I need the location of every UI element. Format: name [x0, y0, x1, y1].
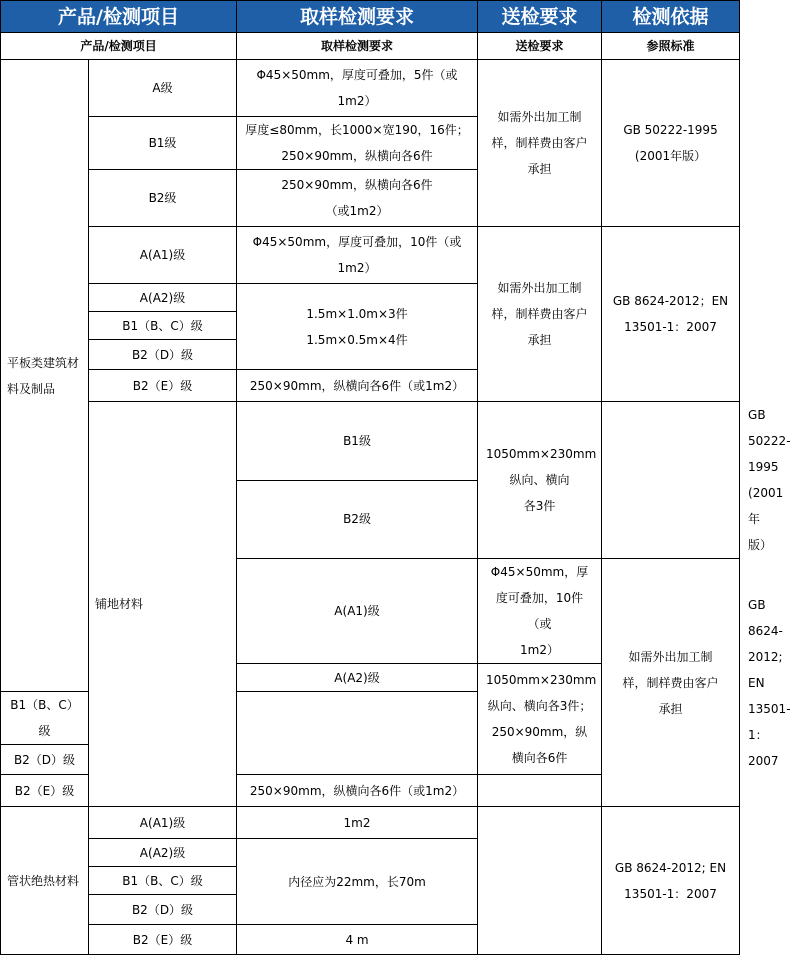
grade-cell: B2（D）级 — [89, 340, 237, 370]
title-header-basis: 检测依据 — [602, 1, 740, 33]
title-header-sampling: 取样检测要求 — [237, 1, 478, 33]
sampling-cell: 1.5m×1.0m×3件 1.5m×0.5m×4件 — [237, 284, 478, 370]
grade-cell: A级 — [89, 60, 237, 117]
grade-cell: B1级 — [237, 402, 478, 481]
delivery-cell: 如需外出加工制 样，制样费由客户 承担 — [478, 60, 602, 227]
sampling-cell: 厚度≤80mm，长1000×宽190，16件； 250×90mm，纵横向各6件 — [237, 117, 478, 170]
table-row — [1, 227, 740, 284]
sampling-cell: Φ45×50mm，厚度可叠加，10件（或 1m2） — [237, 227, 478, 284]
sampling-cell: 内径应为22mm，长70m — [237, 839, 478, 925]
sampling-cell: 1050mm×230mm纵向、横向各3件； 250×90mm，纵横向各6件 — [478, 664, 602, 775]
grade-cell: B1（B、C）级 — [89, 867, 237, 895]
standard-cell: GB 8624-2012；EN 13501-1：2007 — [602, 227, 740, 402]
title-header-delivery: 送检要求 — [478, 1, 602, 33]
table-row — [1, 807, 740, 839]
table-row: 铺地材料 B1级 1050mm×230mm纵向、横向 各3件 GB 50222-1995 (2001年版） — [1, 402, 740, 481]
grade-cell: B1（B、C）级 — [1, 692, 89, 745]
table-row — [1, 60, 740, 117]
category-cell: 平板类建筑材料及制品 — [1, 60, 89, 692]
grade-cell: B1级 — [89, 117, 237, 170]
sampling-cell: 1050mm×230mm纵向、横向 各3件 — [478, 402, 602, 559]
grade-cell: A(A2)级 — [89, 839, 237, 867]
sub-header-row — [1, 33, 740, 60]
grade-cell: A(A1)级 — [89, 227, 237, 284]
grade-cell: B2（D）级 — [89, 895, 237, 925]
sub-header-item: 产品/检测项目 — [1, 33, 237, 60]
grade-cell: A(A1)级 — [237, 559, 478, 664]
grade-cell: A(A2)级 — [237, 664, 478, 692]
sub-header-delivery: 送检要求 — [478, 33, 602, 60]
grade-cell: B2（D）级 — [1, 745, 89, 775]
grade-cell: B2（E）级 — [1, 775, 89, 807]
table-row: A(A1)级 Φ45×50mm，厚度可叠加，10件（或 1m2） 如需外出加工制 样，制样费由客户 承担 GB 8624-2012; EN 13501-1：2007 — [1, 559, 740, 664]
grade-cell: B2级 — [89, 170, 237, 227]
sampling-cell: 250×90mm，纵横向各6件 （或1m2） — [237, 170, 478, 227]
sampling-cell: 250×90mm，纵横向各6件（或1m2） — [237, 775, 478, 807]
delivery-cell — [478, 807, 602, 955]
category-cell: 铺地材料 — [89, 402, 237, 807]
sampling-cell: 1m2 — [237, 807, 478, 839]
sampling-cell: 4 m — [237, 925, 478, 955]
sampling-cell: 250×90mm，纵横向各6件（或1m2） — [237, 370, 478, 402]
title-header-item: 产品/检测项目 — [1, 1, 237, 33]
sampling-cell: Φ45×50mm，厚度可叠加，10件（或 1m2） — [478, 559, 602, 664]
standard-cell: GB 8624-2012; EN 13501-1：2007 — [602, 807, 740, 955]
delivery-cell: 如需外出加工制 样，制样费由客户 承担 — [602, 559, 740, 807]
standard-cell: GB 50222-1995 (2001年版） — [602, 60, 740, 227]
grade-cell: B2（E）级 — [89, 925, 237, 955]
delivery-cell — [602, 402, 740, 559]
grade-cell: A(A1)级 — [89, 807, 237, 839]
title-header-row — [1, 1, 740, 33]
sub-header-standard: 参照标准 — [602, 33, 740, 60]
delivery-cell: 如需外出加工制 样，制样费由客户 承担 — [478, 227, 602, 402]
grade-cell: A(A2)级 — [89, 284, 237, 312]
grade-cell: B2（E）级 — [89, 370, 237, 402]
grade-cell: B1（B、C）级 — [89, 312, 237, 340]
category-cell: 管状绝热材料 — [1, 807, 89, 955]
sampling-cell: Φ45×50mm，厚度可叠加，5件（或 1m2） — [237, 60, 478, 117]
sub-header-sampling: 取样检测要求 — [237, 33, 478, 60]
grade-cell: B2级 — [237, 480, 478, 559]
